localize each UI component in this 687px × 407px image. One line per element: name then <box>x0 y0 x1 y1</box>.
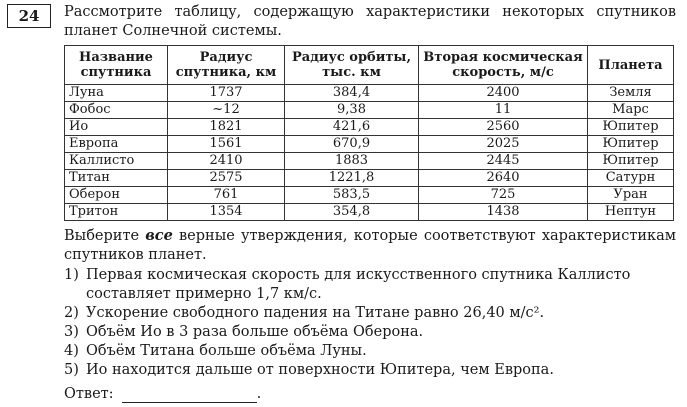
table-cell: Луна <box>65 85 168 102</box>
option-text: Ио находится дальше от поверхности Юпитера, чем Европа. <box>86 362 554 378</box>
option-text: Объём Титана больше объёма Луны. <box>86 343 367 359</box>
table-cell: Уран <box>588 187 674 204</box>
table-row <box>65 170 674 187</box>
column-header: Радиус орбиты, тыс. км <box>285 46 419 85</box>
option-text: Объём Ио в 3 раза больше объёма Оберона. <box>86 324 424 340</box>
table-header-row <box>65 46 674 85</box>
table-cell: Сатурн <box>588 170 674 187</box>
table-cell: Тритон <box>65 204 168 221</box>
table-cell: Земля <box>588 85 674 102</box>
table-row <box>65 136 674 153</box>
prompt-start: Выберите <box>64 228 140 244</box>
table-cell: 583,5 <box>285 187 419 204</box>
table-cell: Европа <box>65 136 168 153</box>
option-number: 5) <box>64 362 79 378</box>
column-header: Радиус спутника, км <box>168 46 285 85</box>
table-cell: Титан <box>65 170 168 187</box>
table-cell: Фобос <box>65 102 168 119</box>
table-cell: 2560 <box>419 119 588 136</box>
option-number: 3) <box>64 324 79 340</box>
option-item <box>64 266 676 304</box>
prompt-emphasis: все <box>145 227 173 244</box>
table-cell: Марс <box>588 102 674 119</box>
table-row <box>65 153 674 170</box>
table-cell: 421,6 <box>285 119 419 136</box>
answer-area <box>64 385 261 403</box>
table-row <box>65 102 674 119</box>
option-item <box>64 342 676 361</box>
option-item <box>64 323 676 342</box>
table-cell: Нептун <box>588 204 674 221</box>
table-cell: 1561 <box>168 136 285 153</box>
table-cell: 2025 <box>419 136 588 153</box>
option-item <box>64 304 676 323</box>
table-cell: Ио <box>65 119 168 136</box>
table-cell: 761 <box>168 187 285 204</box>
table-cell: 2640 <box>419 170 588 187</box>
answer-input-line[interactable] <box>122 388 257 403</box>
table-cell: 384,4 <box>285 85 419 102</box>
table-cell: 1821 <box>168 119 285 136</box>
table-row <box>65 119 674 136</box>
table-cell: 9,38 <box>285 102 419 119</box>
table-cell: 1883 <box>285 153 419 170</box>
table-cell: 2400 <box>419 85 588 102</box>
option-text: Первая космическая скорость для искусственного спутника Каллисто составляет примерно 1,7 км/с. <box>86 267 631 302</box>
table-cell: 2410 <box>168 153 285 170</box>
table-cell: 670,9 <box>285 136 419 153</box>
table-cell: 11 <box>419 102 588 119</box>
table-cell: Юпитер <box>588 136 674 153</box>
table-row <box>65 187 674 204</box>
satellites-table <box>64 45 674 221</box>
question-number: 24 <box>18 7 40 25</box>
task-intro: Рассмотрите таблицу, содержащую характеристики некоторых спутников планет Солнечной системы. <box>64 4 676 39</box>
table-cell: 1737 <box>168 85 285 102</box>
column-header: Вторая космическая скорость, м/с <box>419 46 588 85</box>
question-number-box <box>7 4 51 28</box>
task-prompt <box>64 226 676 265</box>
table-cell: Юпитер <box>588 119 674 136</box>
table-cell: Каллисто <box>65 153 168 170</box>
table-cell: 354,8 <box>285 204 419 221</box>
options-list <box>64 266 676 380</box>
option-number: 1) <box>64 267 79 283</box>
answer-end-dot: . <box>256 386 262 402</box>
option-text: Ускорение свободного падения на Титане равно 26,40 м/с². <box>86 305 545 321</box>
table-cell: Юпитер <box>588 153 674 170</box>
table-cell: 1221,8 <box>285 170 419 187</box>
table-cell: 725 <box>419 187 588 204</box>
option-number: 2) <box>64 305 79 321</box>
table-row <box>65 85 674 102</box>
table-cell: 2445 <box>419 153 588 170</box>
table-cell: 2575 <box>168 170 285 187</box>
column-header: Название спутника <box>65 46 168 85</box>
table-cell: ~12 <box>168 102 285 119</box>
option-item <box>64 361 676 380</box>
prompt-end: верные утверждения, которые соответствуют характеристикам спутников планет. <box>64 228 677 263</box>
column-header: Планета <box>588 46 674 85</box>
option-number: 4) <box>64 343 79 359</box>
table-cell: Оберон <box>65 187 168 204</box>
table-cell: 1354 <box>168 204 285 221</box>
table-cell: 1438 <box>419 204 588 221</box>
answer-label: Ответ: <box>64 386 114 402</box>
table-row <box>65 204 674 221</box>
